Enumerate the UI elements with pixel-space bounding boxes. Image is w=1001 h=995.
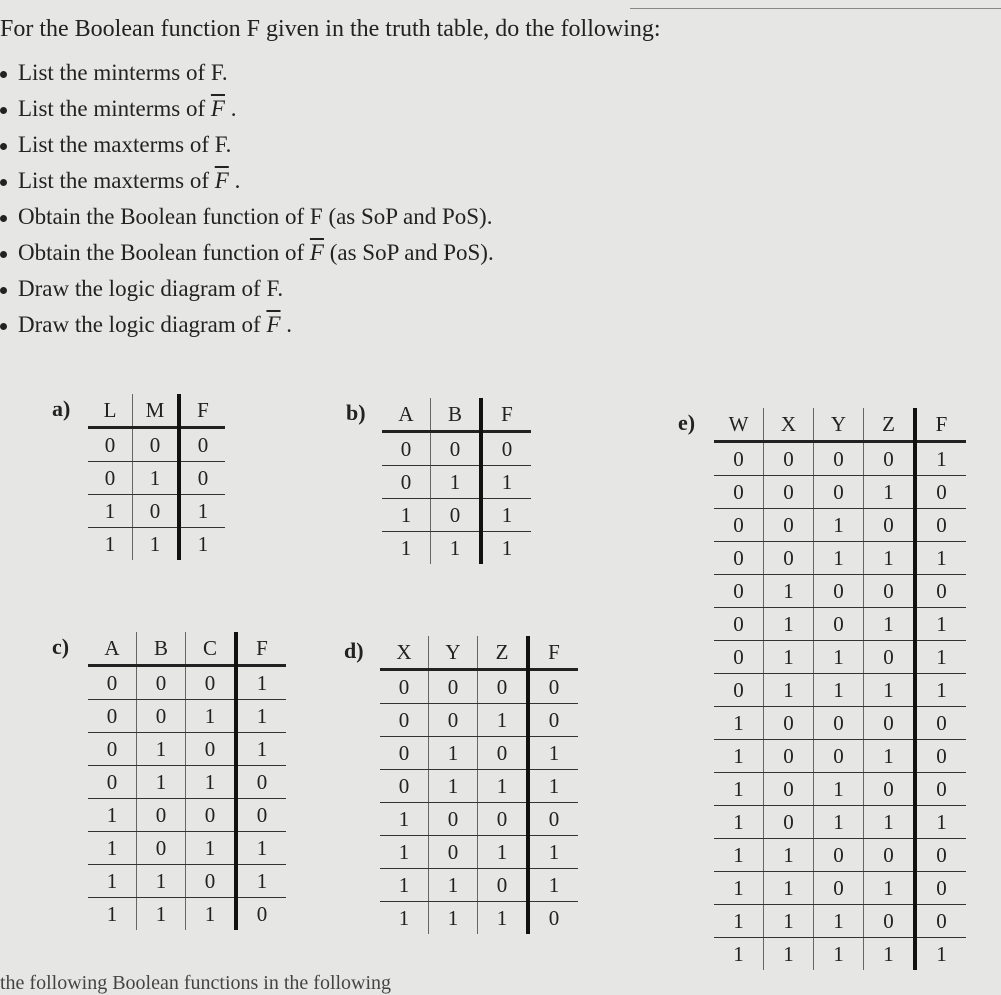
column-header: L [88, 394, 133, 428]
input-cell: 0 [714, 442, 764, 476]
column-header: F [528, 636, 578, 670]
table-row [714, 608, 966, 641]
output-cell: 0 [915, 839, 966, 872]
output-cell: 0 [915, 509, 966, 542]
input-cell: 1 [864, 542, 916, 575]
table-row [88, 799, 286, 832]
input-cell: 1 [764, 641, 814, 674]
input-cell: 1 [814, 509, 864, 542]
table-label: c) [52, 634, 70, 659]
input-cell: 1 [864, 938, 916, 971]
bullet-icon [0, 287, 7, 294]
table-row [714, 509, 966, 542]
input-cell: 0 [137, 700, 186, 733]
column-header: X [764, 408, 814, 442]
output-cell: 0 [915, 872, 966, 905]
output-cell: 0 [256, 901, 268, 926]
input-cell: 1 [714, 806, 764, 839]
output-cell: 1 [197, 531, 209, 556]
table-row [714, 442, 966, 476]
column-header: C [186, 632, 237, 666]
input-cell: 1 [186, 766, 237, 799]
table-label: a) [52, 396, 71, 421]
input-cell: 1 [133, 462, 180, 495]
input-cell: 0 [380, 704, 429, 737]
output-cell: 0 [179, 462, 225, 495]
input-cell: 1 [478, 902, 529, 935]
task-item: Draw the logic diagram of $\overline{F}$ . [0, 307, 494, 343]
input-cell: 1 [714, 905, 764, 938]
task-item: Obtain the Boolean function of F (as SoP and PoS). [0, 199, 494, 235]
bullet-icon [0, 179, 7, 186]
input-cell: 0 [382, 432, 431, 466]
input-cell: 1 [380, 836, 429, 869]
input-cell: 1 [764, 938, 814, 971]
input-cell: 0 [814, 575, 864, 608]
header-row [88, 394, 225, 428]
input-cell: 1 [137, 733, 186, 766]
column-header: A [88, 632, 137, 666]
column-header: Z [478, 636, 529, 670]
column-header: F [179, 394, 225, 428]
input-cell: 0 [133, 428, 180, 462]
table-row [714, 542, 966, 575]
input-cell: 1 [864, 674, 916, 707]
table-row [714, 707, 966, 740]
output-cell: 0 [528, 670, 578, 704]
input-cell: 0 [714, 641, 764, 674]
input-cell: 0 [478, 670, 529, 704]
input-cell: 1 [88, 528, 133, 561]
table-row [380, 704, 578, 737]
table-row [714, 773, 966, 806]
table-row [714, 740, 966, 773]
input-cell: 0 [431, 432, 482, 466]
output-cell: 1 [528, 869, 578, 902]
top-rule [630, 8, 1001, 9]
input-cell: 0 [88, 766, 137, 799]
truth-table [380, 636, 578, 934]
task-item: Draw the logic diagram of F. [0, 271, 494, 307]
input-cell: 0 [814, 740, 864, 773]
input-cell: 1 [186, 898, 237, 931]
input-cell: 0 [814, 476, 864, 509]
input-cell: 1 [714, 938, 764, 971]
truth-table [714, 408, 966, 970]
bullet-icon [0, 215, 7, 222]
table-row [88, 700, 286, 733]
input-cell: 1 [764, 839, 814, 872]
bullet-icon [0, 143, 7, 150]
task-item: Obtain the Boolean function of $\overline{F}$ (as SoP and PoS). [0, 235, 494, 271]
table-row [380, 670, 578, 704]
output-cell: 1 [236, 700, 286, 733]
task-item: List the minterms of $\overline{F}$ . [0, 91, 494, 127]
input-cell: 1 [764, 575, 814, 608]
input-cell: 0 [814, 608, 864, 641]
input-cell: 0 [186, 666, 237, 700]
input-cell: 1 [764, 872, 814, 905]
input-cell: 0 [88, 666, 137, 700]
output-cell: 1 [179, 495, 225, 528]
header-row [88, 632, 286, 666]
input-cell: 0 [764, 542, 814, 575]
input-cell: 0 [864, 773, 916, 806]
bullet-icon [0, 71, 7, 78]
truth-table [88, 394, 225, 560]
bullet-icon [0, 251, 7, 258]
input-cell: 0 [864, 442, 916, 476]
input-cell: 0 [764, 476, 814, 509]
output-cell: 0 [548, 905, 560, 930]
output-cell: 0 [915, 476, 966, 509]
output-cell: 1 [915, 608, 966, 641]
input-cell: 0 [186, 733, 237, 766]
input-cell: 0 [864, 839, 916, 872]
table-row [88, 495, 225, 528]
input-cell: 1 [88, 865, 137, 898]
input-cell: 0 [478, 869, 529, 902]
input-cell: 1 [814, 938, 864, 971]
input-cell: 0 [186, 865, 237, 898]
output-cell: 1 [528, 737, 578, 770]
input-cell: 1 [814, 641, 864, 674]
input-cell: 0 [814, 839, 864, 872]
input-cell: 1 [429, 869, 478, 902]
output-cell: 0 [915, 740, 966, 773]
table-row [714, 641, 966, 674]
truth-table [88, 632, 286, 930]
input-cell: 0 [864, 509, 916, 542]
input-cell: 0 [380, 770, 429, 803]
truth-table-d [344, 636, 578, 934]
column-header: F [481, 398, 531, 432]
column-header: X [380, 636, 429, 670]
input-cell: 1 [714, 773, 764, 806]
input-cell: 0 [429, 704, 478, 737]
input-cell: 0 [764, 806, 814, 839]
table-row [714, 476, 966, 509]
table-label: d) [344, 638, 364, 663]
truth-table-c [52, 632, 286, 930]
table-row [714, 806, 966, 839]
input-cell: 1 [429, 770, 478, 803]
table-row [88, 666, 286, 700]
output-cell: 0 [481, 432, 531, 466]
input-cell: 1 [431, 466, 482, 499]
bullet-icon [0, 107, 7, 114]
output-cell: 0 [179, 428, 225, 462]
column-header: B [431, 398, 482, 432]
output-cell: 0 [236, 799, 286, 832]
input-cell: 0 [714, 674, 764, 707]
output-cell: 1 [236, 733, 286, 766]
table-row [714, 872, 966, 905]
input-cell: 1 [814, 674, 864, 707]
table-row [380, 836, 578, 869]
input-cell: 0 [431, 499, 482, 532]
output-cell: 1 [915, 442, 966, 476]
cut-off-text: the following Boolean functions in the following [0, 972, 392, 994]
output-cell: 1 [528, 836, 578, 869]
input-cell: 0 [478, 737, 529, 770]
output-cell: 0 [915, 773, 966, 806]
input-cell: 0 [429, 836, 478, 869]
output-cell: 1 [236, 832, 286, 865]
table-row [380, 770, 578, 803]
task-item: List the maxterms of $\overline{F}$ . [0, 163, 494, 199]
column-header: Z [864, 408, 916, 442]
input-cell: 1 [864, 806, 916, 839]
task-list [0, 55, 494, 343]
input-cell: 0 [382, 466, 431, 499]
input-cell: 1 [714, 839, 764, 872]
table-row [380, 737, 578, 770]
input-cell: 1 [133, 528, 180, 561]
input-cell: 0 [478, 803, 529, 836]
output-cell: 1 [236, 666, 286, 700]
input-cell: 0 [714, 608, 764, 641]
column-header: F [915, 408, 966, 442]
table-row [714, 905, 966, 938]
output-cell: 1 [501, 535, 513, 560]
output-cell: 0 [915, 707, 966, 740]
task-item: List the maxterms of F. [0, 127, 494, 163]
input-cell: 0 [88, 462, 133, 495]
table-row [380, 803, 578, 836]
table-row [382, 532, 531, 565]
column-header: F [236, 632, 286, 666]
input-cell: 1 [864, 872, 916, 905]
input-cell: 1 [478, 704, 529, 737]
output-cell: 1 [236, 865, 286, 898]
table-row [380, 902, 578, 935]
output-cell: 1 [528, 770, 578, 803]
input-cell: 1 [186, 832, 237, 865]
input-cell: 1 [814, 806, 864, 839]
table-row [88, 865, 286, 898]
table-row [714, 839, 966, 872]
table-row [714, 938, 966, 971]
input-cell: 0 [137, 832, 186, 865]
input-cell: 1 [764, 674, 814, 707]
column-header: W [714, 408, 764, 442]
input-cell: 1 [88, 799, 137, 832]
input-cell: 1 [88, 832, 137, 865]
input-cell: 0 [429, 670, 478, 704]
input-cell: 1 [382, 532, 431, 565]
f-bar-symbol: $\overline{F}$ [210, 96, 225, 121]
input-cell: 1 [88, 495, 133, 528]
input-cell: 1 [814, 905, 864, 938]
problem-intro: For the Boolean function F given in the truth table, do the following: [0, 16, 661, 42]
f-bar-symbol: $\overline{F}$ [266, 312, 281, 337]
input-cell: 1 [714, 740, 764, 773]
table-row [88, 832, 286, 865]
input-cell: 1 [478, 836, 529, 869]
output-cell: 0 [528, 704, 578, 737]
column-header: Y [814, 408, 864, 442]
table-row [382, 432, 531, 466]
input-cell: 1 [714, 707, 764, 740]
input-cell: 1 [814, 773, 864, 806]
output-cell: 1 [915, 806, 966, 839]
column-header: Y [429, 636, 478, 670]
column-header: A [382, 398, 431, 432]
table-label: e) [678, 410, 696, 435]
input-cell: 1 [864, 608, 916, 641]
input-cell: 0 [814, 707, 864, 740]
output-cell: 1 [915, 674, 966, 707]
table-row [88, 733, 286, 766]
f-bar-symbol: $\overline{F}$ [309, 240, 324, 265]
input-cell: 0 [380, 670, 429, 704]
truth-table-a [52, 394, 225, 560]
input-cell: 1 [137, 865, 186, 898]
input-cell: 1 [764, 608, 814, 641]
truth-table-b [346, 398, 531, 564]
input-cell: 0 [864, 707, 916, 740]
output-cell: 0 [528, 803, 578, 836]
table-row [88, 766, 286, 799]
input-cell: 1 [429, 737, 478, 770]
input-cell: 1 [864, 476, 916, 509]
bullet-icon [0, 323, 7, 330]
input-cell: 1 [137, 898, 186, 931]
output-cell: 0 [915, 575, 966, 608]
output-cell: 1 [481, 499, 531, 532]
column-header: B [137, 632, 186, 666]
output-cell: 1 [481, 466, 531, 499]
input-cell: 1 [714, 872, 764, 905]
input-cell: 0 [864, 905, 916, 938]
truth-table [382, 398, 531, 564]
input-cell: 1 [478, 770, 529, 803]
f-bar-symbol: $\overline{F}$ [214, 168, 229, 193]
input-cell: 0 [764, 773, 814, 806]
input-cell: 1 [429, 902, 478, 935]
input-cell: 0 [714, 575, 764, 608]
input-cell: 1 [431, 532, 482, 565]
input-cell: 1 [137, 766, 186, 799]
input-cell: 0 [714, 476, 764, 509]
input-cell: 1 [380, 869, 429, 902]
input-cell: 1 [864, 740, 916, 773]
header-row [380, 636, 578, 670]
table-label: b) [346, 400, 366, 425]
table-row [382, 466, 531, 499]
output-cell: 1 [915, 641, 966, 674]
output-cell: 0 [236, 766, 286, 799]
header-row [382, 398, 531, 432]
input-cell: 0 [764, 509, 814, 542]
input-cell: 0 [814, 872, 864, 905]
output-cell: 1 [936, 941, 947, 966]
input-cell: 0 [429, 803, 478, 836]
table-row [88, 428, 225, 462]
input-cell: 0 [137, 666, 186, 700]
input-cell: 1 [88, 898, 137, 931]
table-row [714, 674, 966, 707]
input-cell: 0 [864, 641, 916, 674]
input-cell: 0 [88, 733, 137, 766]
input-cell: 1 [186, 700, 237, 733]
table-row [88, 462, 225, 495]
table-row [382, 499, 531, 532]
input-cell: 1 [814, 542, 864, 575]
input-cell: 0 [764, 442, 814, 476]
input-cell: 0 [88, 700, 137, 733]
input-cell: 0 [714, 542, 764, 575]
input-cell: 0 [814, 442, 864, 476]
truth-table-e [678, 408, 966, 970]
table-row [88, 898, 286, 931]
input-cell: 0 [88, 428, 133, 462]
table-row [380, 869, 578, 902]
input-cell: 0 [864, 575, 916, 608]
input-cell: 0 [186, 799, 237, 832]
input-cell: 0 [137, 799, 186, 832]
table-row [714, 575, 966, 608]
input-cell: 0 [714, 509, 764, 542]
input-cell: 1 [380, 803, 429, 836]
header-row [714, 408, 966, 442]
input-cell: 1 [382, 499, 431, 532]
column-header: M [133, 394, 180, 428]
input-cell: 0 [380, 737, 429, 770]
input-cell: 0 [764, 740, 814, 773]
input-cell: 0 [764, 707, 814, 740]
table-row [88, 528, 225, 561]
task-item: List the minterms of F. [0, 55, 494, 91]
output-cell: 1 [915, 542, 966, 575]
input-cell: 0 [133, 495, 180, 528]
output-cell: 0 [915, 905, 966, 938]
input-cell: 1 [380, 902, 429, 935]
input-cell: 1 [764, 905, 814, 938]
